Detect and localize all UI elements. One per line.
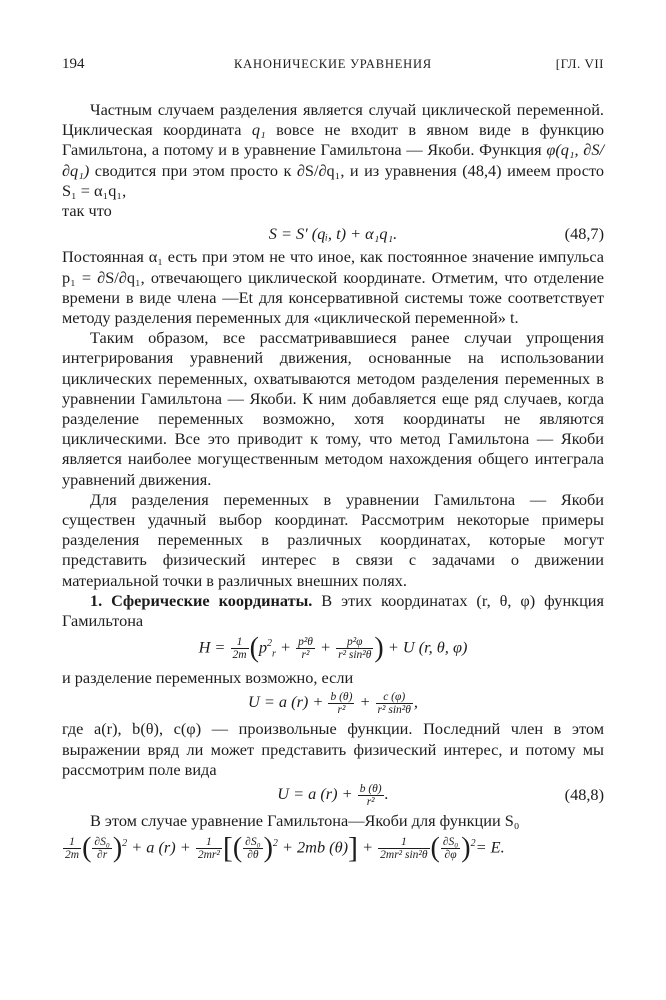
page-body xyxy=(62,100,604,865)
paragraph-momentum: Постоянная α₁ есть при этом не что иное, как постоянное значение импульса p₁ = ∂S/∂q₁, отвечающего циклической координате. Отметим, что отделение времени в виде члена —Et для консервативной системы тоже соответствует методу разделения переменных для «циклической переменной» t. xyxy=(62,247,604,328)
equation-48-7: S = S′ (qᵢ, t) + α₁q₁. (48,7) xyxy=(268,224,604,244)
section-spherical-coordinates: 1. Сферические координаты. В этих координатах (r, θ, φ) функция Гамильтона xyxy=(62,590,604,631)
book-page xyxy=(62,56,604,864)
paragraph-coordinates: Для разделения переменных в уравнении Гамильтона — Якоби существен удачный выбор координат. Рассмотрим некоторые примеры разделения переменных в различных координатах, которые могут представить физический интерес в связи с задачами о движении материальной точки в различных внешних полях. xyxy=(62,489,604,590)
equation-number: (48,8) xyxy=(564,785,604,805)
equation-hamilton-jacobi: $\frac{1}{2m}$ ( $\frac{\text{∂S₀}}{\partial r}$ )$^2$ + a (r) + $\frac{1}{\text{2mr²}}$ [( $\frac{\text{∂S₀}}{\partial\theta}$ )$^2$ + 2mb (θ)] + $\frac{1}{\text{2mr² sin²θ}}$ ( $\frac{\text{∂S₀}}{\partial\varphi}$ )$^2$= E. xyxy=(65,831,505,865)
running-title: КАНОНИЧЕСКИЕ УРАВНЕНИЯ xyxy=(234,57,432,71)
chapter-marker: [ГЛ. VII xyxy=(555,56,604,71)
equation-potential-general: U = a (r) + $\frac{b (\theta)}{\text{r²}}$ + $\frac{c (\varphi)}{\text{r² sin²θ}}$ , xyxy=(248,691,418,717)
page-header xyxy=(62,56,604,78)
paragraph-separation-condition: и разделение переменных возможно, если xyxy=(62,668,354,688)
page-number: 194 xyxy=(62,56,85,72)
paragraph-summary: Таким образом, все рассматривавшиеся ранее случаи упрощения интегрирования уравнений движения, основанные на использовании циклических переменных, охватываются методом разделения переменных в уравнении Гамильтона — Якоби. К ним добавляется еще ряд случаев, когда разделение переменных возможно, хотя координаты не являются циклическими. Все это приводит к тому, что метод Гамильтона — Якоби является наиболее могущественным методом нахождения общего интеграла уравнений движения. xyxy=(62,328,604,489)
equation-hamiltonian: H = $\frac{1}{2m}$ ($p^2_r$ + $\frac{\text{p²θ}}{\text{r²}}$ + $\frac{\text{p²φ}}{\text{r² sin²θ}}$ ) + U (r, θ, φ) xyxy=(198,632,468,664)
equation-48-8: U = a (r) + $\frac{b (\theta)}{\text{r²}}$ . (48,8) xyxy=(277,782,604,808)
paragraph-hamilton-jacobi: В этом случае уравнение Гамильтона—Якоби для функции S₀ xyxy=(90,810,520,830)
paragraph-arbitrary-functions: где a(r), b(θ), c(φ) — произвольные функции. Последний член в этом выражении вряд ли может представить физический интерес, и потому мы рассмотрим поле вида xyxy=(62,719,604,779)
equation-number: (48,7) xyxy=(564,224,604,244)
paragraph-cyclic-variable: Частным случаем разделения является случай циклической переменной. Циклическая координата q₁ вовсе не входит в явном виде в функцию Гамильтона, а потому и в уравнение Гамильтона — Якоби. Функция φ(q₁, ∂S/∂q₁) сводится при этом просто к ∂S/∂q₁, и из уравнения (48,4) имеем просто S₁ = α₁q₁, так что xyxy=(62,100,604,221)
